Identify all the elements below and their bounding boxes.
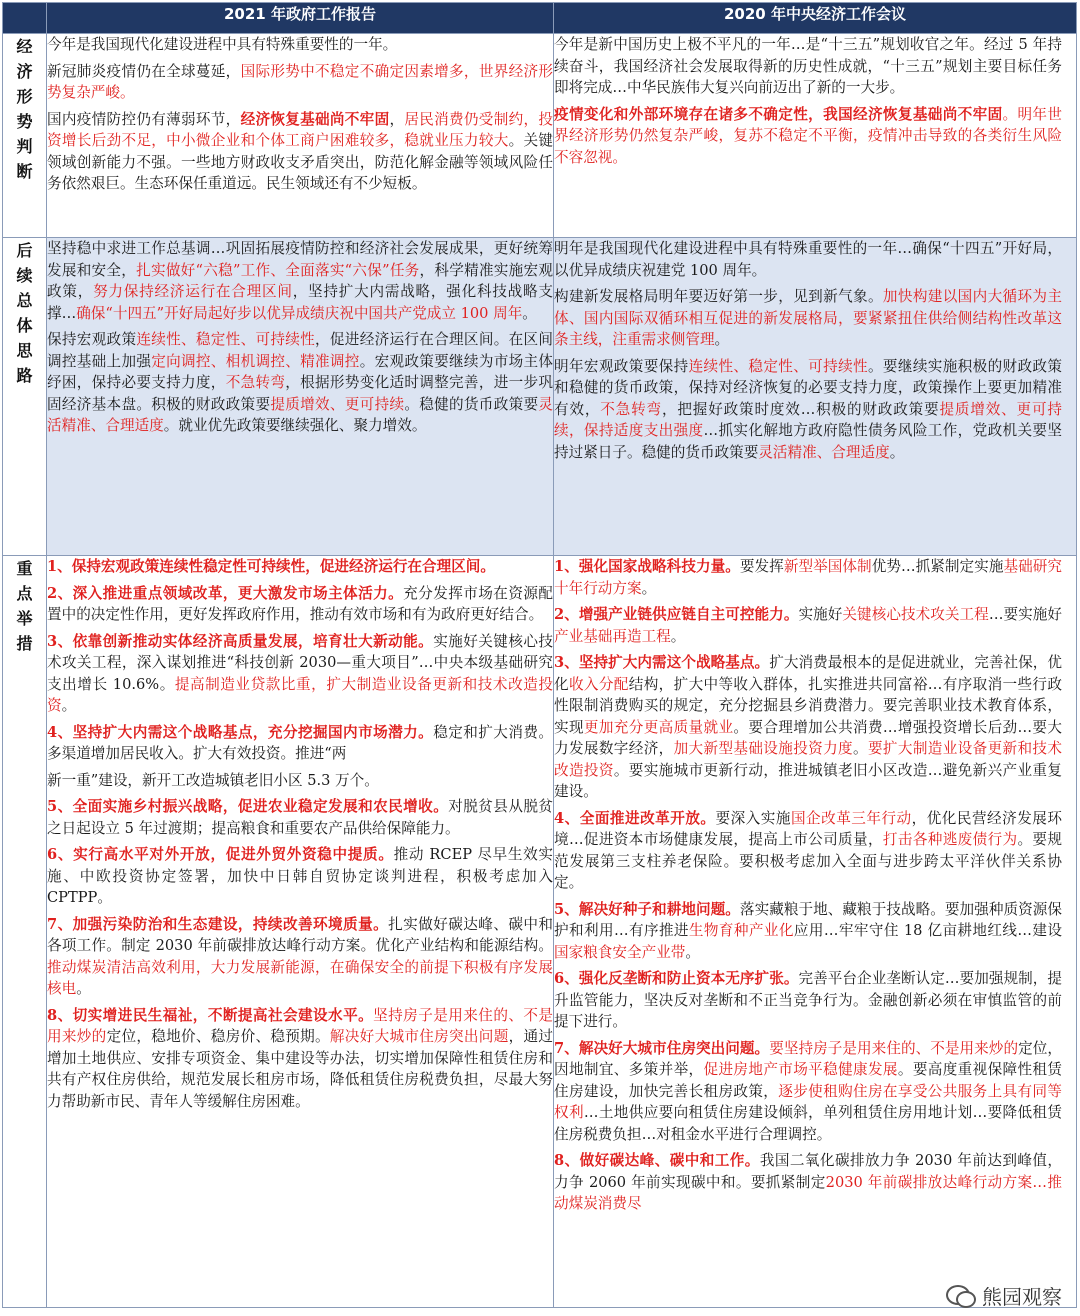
paragraph — [47, 914, 553, 1000]
text-run: 。要规范发展第三支柱养老保险。要积极考虑加入全面与进步跨太平洋伙伴关系协定。 — [554, 831, 1062, 891]
watermark — [946, 1281, 1062, 1310]
paragraph — [47, 109, 553, 195]
paragraph — [47, 770, 553, 792]
row-label-text: 重点举措 — [16, 559, 33, 653]
text-run: 构建新发展格局明年要迈好第一步，见到新气象。 — [554, 288, 883, 305]
highlight-run: 解决好大城市住房突出问题 — [329, 1028, 509, 1045]
text-run: …抓实化解地方政府隐性债务风险工作，党政机关要坚持过紧日子。稳健的货币政策要 — [554, 422, 1062, 461]
highlight-run: 1、保持宏观政策连续性稳定性可持续性，促进经济运行在合理区间。 — [47, 558, 495, 575]
highlight-run: 2、增强产业链供应链自主可控能力。 — [554, 606, 799, 623]
text-run: 推动 RCEP 尽早生效实施、中欧投资协定签署，加快中日韩自贸协定谈判进程，积极考虑加入 CPTPP。 — [47, 846, 553, 906]
text-run: 新一重”建设，新开工改造城镇老旧小区 5.3 万个。 — [47, 771, 379, 789]
highlight-run: 更加充分更高质量就业 — [583, 718, 734, 736]
text-run: ，促进经济运行在合理区间。在区间调控基础上加强 — [47, 331, 553, 370]
text-run: 落实藏粮于地、藏粮于技战略。要加强种质资源保护和利用…有序推进 — [554, 900, 1062, 939]
paragraph — [47, 556, 553, 578]
paragraph — [554, 652, 1062, 803]
header-left: 2021 年政府工作报告 — [47, 3, 554, 34]
paragraph — [554, 1038, 1062, 1146]
highlight-run: 国家粮食安全产业带 — [554, 943, 686, 961]
highlight-run: 提高制造业贷款比重，扩大制造业设备更新和技术改造投资 — [47, 675, 553, 714]
row-label — [3, 238, 47, 556]
text-run: 。要合理增加公共消费…增强投资增长后劲…要大力发展数字经济， — [554, 718, 1062, 757]
highlight-run: 居民消费仍受制约，投资增长后劲不足，中小微企业和个体工商户困难较多，稳就业压力较大 — [47, 110, 553, 149]
row-key-measures — [3, 556, 1077, 1308]
paragraph — [554, 356, 1062, 464]
highlight-run: 。明年世界经济形势仍然复杂严峻，复苏不稳定不平衡，疫情冲击导致的各类衍生风险不容忽视。 — [554, 105, 1062, 166]
row-overall-approach — [3, 238, 1077, 556]
highlight-run: 加大新型基础设施投资力度 — [673, 740, 854, 757]
paragraph — [554, 968, 1062, 1033]
highlight-run: 3、坚持扩大内需这个战略基点。 — [554, 654, 770, 671]
text-run: 。 — [853, 740, 868, 757]
text-run: 保持宏观政策 — [47, 331, 137, 348]
highlight-run: 灵活精准、合理适度 — [758, 443, 890, 461]
paragraph — [554, 104, 1062, 169]
text-run: 。要继续实施积极的财政政策和稳健的货币政策，保持对经济恢复的必要支持力度，政策操作上要更加精准有效， — [554, 357, 1062, 418]
highlight-run: 要坚持房子是用来住的、不是用来炒的 — [769, 1039, 1019, 1057]
text-run: 扎实做好碳达峰、碳中和各项工作。制定 2030 年前碳排放达峰行动方案。优化产业结构和能源结构。 — [47, 915, 553, 954]
text-run: 。 — [889, 443, 905, 461]
text-run: 今年是新中国历史上极不平凡的一年…是“十三五”规划收官之年。经过 5 年持续奋斗，我国经济社会发展取得新的历史性成就，“十三五”规划主要目标任务即将完成…中华民族伟大复兴向前迈出了新的一大步。 — [554, 36, 1062, 96]
text-run: 。稳健的货币政策要 — [404, 395, 539, 413]
paragraph — [47, 844, 553, 909]
comparison-table — [2, 2, 1077, 1308]
header-corner — [3, 3, 47, 34]
paragraph — [47, 631, 553, 717]
text-run: 新冠肺炎疫情仍在全球蔓延， — [47, 62, 241, 80]
highlight-run: 促进房地产市场平稳健康发展 — [703, 1061, 898, 1078]
row-label — [3, 556, 47, 1308]
text-run: 。宏观政策要继续为市场主体纾困，保持必要支持力度， — [47, 352, 553, 391]
cell-left — [47, 556, 554, 1308]
text-run: 充分发挥市场在资源配置中的决定性作用，更好发挥政府作用，推动有效市场和有为政府更好结合。 — [47, 584, 553, 623]
text-run: 要发挥 — [739, 558, 784, 575]
highlight-run: 确保“十四五”开好局起好步以优异成绩庆祝中国共产党成立 100 周年 — [76, 304, 523, 322]
paragraph — [47, 61, 553, 104]
paragraph — [554, 34, 1062, 99]
highlight-run: 定向调控、相机调控、精准调控 — [151, 352, 360, 370]
text-run: 对脱贫县从脱贫之日起设立 5 年过渡期；提高粮食和重要农产品供给保障能力。 — [47, 798, 553, 837]
header-row — [3, 3, 1077, 34]
text-run: …土地供应要向租赁住房建设倾斜，单列租赁住房用地计划…要降低租赁住房税费负担…对租金水平进行合理调控。 — [554, 1104, 1062, 1143]
paragraph — [554, 604, 1062, 647]
text-run: 。 — [670, 627, 686, 645]
text-run: 。 — [641, 579, 657, 597]
highlight-run: 坚持房子是用来住的、不是用来炒的 — [47, 1006, 553, 1045]
text-run: 今年是我国现代化建设进程中具有特殊重要性的一年。 — [47, 36, 398, 53]
text-run: 。就业优先政策要继续强化、聚力增效。 — [163, 417, 427, 434]
highlight-run: 逐步使租购住房在享受公共服务上具有同等权利 — [554, 1082, 1062, 1121]
paragraph — [554, 286, 1062, 351]
text-run: 坚持稳中求进工作总基调…巩固拓展疫情防控和经济社会发展成果，更好统筹发展和安全， — [47, 240, 553, 279]
text-run: 结构，扩大中等收入群体，扎实推进共同富裕…有序取消一些行政性限制消费购买的规定，充分挖掘县乡消费潜力。要完善职业技术教育体系，实现 — [554, 675, 1062, 736]
text-run: 稳定和扩大消费。多渠道增加居民收入。扩大有效投资。推进“两 — [47, 723, 553, 762]
cell-left — [47, 34, 554, 238]
text-run: …要实施好 — [988, 606, 1062, 623]
text-run: 完善平台企业垄断认定…要加强规制，提升监管能力，坚决反对垄断和不正当竞争行为。金融创新必须在审慎监管的前提下进行。 — [554, 970, 1062, 1030]
paragraph — [47, 1005, 553, 1113]
text-run: 。 — [714, 331, 730, 348]
paragraph — [47, 329, 553, 437]
highlight-run: 要扩大制造业设备更新和技术改造投资 — [554, 740, 1062, 779]
highlight-run: 8、做好碳达峰、碳中和工作。 — [554, 1152, 760, 1169]
row-label-text: 后续总体思路 — [16, 241, 33, 385]
text-run: 定位，因地制宜、多策并举， — [554, 1039, 1062, 1078]
cell-right — [554, 556, 1077, 1308]
text-run: 明年是我国现代化建设进程中具有特殊重要性的一年…确保“十四五”开好局，以优异成绩庆祝建党 100 周年。 — [554, 240, 1062, 279]
watermark-text: 熊园观察 — [982, 1285, 1062, 1309]
paragraph — [554, 556, 1062, 599]
text-run: ， — [389, 110, 405, 128]
row-label-text: 经济形势判断 — [16, 37, 33, 181]
highlight-run: 基础研究十年行动方案 — [554, 558, 1062, 597]
paragraph — [47, 583, 553, 626]
highlight-run: 关键核心技术攻关工程 — [842, 606, 989, 623]
highlight-run: 新型举国体制 — [783, 558, 872, 575]
text-run: 。要实施城市更新行动，推进城镇老旧小区改造…避免新兴产业重复建设。 — [554, 761, 1062, 800]
text-run: 。 — [685, 943, 700, 961]
highlight-run: 8、切实增进民生福祉，不断提高社会建设水平。 — [47, 1006, 374, 1024]
highlight-run: 提质增效、更可持续，保持适度支出强度 — [554, 400, 1062, 439]
highlight-run: 连续性、稳定性、可持续性 — [136, 331, 316, 348]
cell-left — [47, 238, 554, 556]
wechat-icon — [946, 1283, 976, 1309]
paragraph — [554, 899, 1062, 964]
highlight-run: 疫情变化和外部环境存在诸多不确定性，我国经济恢复基础尚不牢固 — [554, 105, 1003, 123]
highlight-run: 3、依靠创新推动实体经济高质量发展，培育壮大新动能。 — [47, 632, 434, 650]
highlight-run: 不急转弯 — [600, 400, 662, 418]
highlight-run: 6、强化反垄断和防止资本无序扩张。 — [554, 970, 799, 987]
text-run: 实施好关键核心技术攻关工程，深入谋划推进“科技创新 2030—重大项目”…中央本级基础研究支出增长 10.6%。 — [47, 632, 553, 693]
highlight-run: 6、实行高水平对外开放，促进外贸外资稳中提质。 — [47, 846, 394, 863]
text-run: 国内疫情防控仍有薄弱环节， — [47, 110, 241, 128]
text-run: 。 — [522, 304, 537, 322]
paragraph — [554, 238, 1062, 281]
row-label — [3, 34, 47, 238]
highlight-run: 7、加强污染防治和生态建设，持续改善环境质量。 — [47, 915, 389, 933]
highlight-run: 经济恢复基础尚不牢固 — [240, 110, 390, 128]
highlight-run: 2030 年前碳排放达峰行动方案…推动煤炭消费尽 — [554, 1173, 1062, 1212]
text-run: ，把握好政策时度效…积极的财政政策要 — [661, 400, 940, 418]
text-run: ，科学精准实施宏观政策， — [47, 261, 553, 300]
row-economic-outlook — [3, 34, 1077, 238]
text-run: 。 — [76, 980, 91, 997]
highlight-run: 提质增效、更可持续 — [270, 395, 405, 413]
highlight-run: 灵活精准、合理适度 — [47, 395, 553, 434]
text-run: 实施好 — [798, 606, 843, 623]
text-run: ，根据形势变化适时调整完善，进一步巩固经济基本盘。积极的财政政策要 — [47, 374, 553, 413]
cell-right — [554, 34, 1077, 238]
highlight-run: 努力保持经济运行在合理区间 — [93, 283, 293, 300]
highlight-run: 连续性、稳定性、可持续性 — [688, 357, 868, 375]
text-run: 。 — [61, 697, 77, 714]
cell-right — [554, 238, 1077, 556]
paragraph — [47, 722, 553, 765]
text-run: 我国二氧化碳排放力争 2030 年前达到峰值，力争 2060 年前实现碳中和。要抓紧制定 — [554, 1152, 1063, 1191]
text-run: 明年宏观政策要保持 — [554, 357, 689, 375]
highlight-run: 5、解决好种子和耕地问题。 — [554, 900, 740, 918]
highlight-run: 不急转弯 — [225, 374, 286, 391]
text-run: 。关键领域创新能力不强。一些地方财政收支矛盾突出，防范化解金融等领域风险任务依然艰巨。生态环保任重道远。民生领域还有不少短板。 — [47, 132, 553, 192]
paragraph — [554, 1150, 1062, 1215]
text-run: ，坚持扩大内需战略，强化科技战略支撑… — [47, 283, 553, 322]
highlight-run: 产业基础再造工程 — [554, 627, 671, 645]
text-run: 应用…牢牢守住 18 亿亩耕地红线…建设 — [793, 922, 1062, 939]
text-run: 要深入实施 — [715, 809, 791, 827]
text-run: 优势…抓紧制定实施 — [871, 558, 1004, 575]
text-run: ，通过增加土地供应、安排专项资金、集中建设等办法，切实增加保障性租赁住房和共有产权住房供给，规范发展长租房市场，降低租赁住房税费负担，尽最大努力帮助新市民、青年人等缓解住房困难。 — [47, 1028, 553, 1110]
text-run: ，优化民营经济发展环境…促进资本市场健康发展，提高上市公司质量， — [554, 809, 1062, 848]
highlight-run: 加快构建以国内大循环为主体、国内国际双循环相互促进的新发展格局，要紧紧扭住供给侧结构性改革这条主线，注重需求侧管理 — [554, 288, 1062, 348]
highlight-run: 生物育种产业化 — [688, 922, 794, 939]
highlight-run: 1、强化国家战略科技力量。 — [554, 558, 740, 575]
text-run: 。要高度重视保障性租赁住房建设，加快完善长租房政策， — [554, 1061, 1062, 1100]
header-right: 2020 年中央经济工作会议 — [554, 3, 1077, 34]
highlight-run: 扎实做好“六稳”工作、全面落实“六保”任务 — [136, 261, 420, 279]
highlight-run: 5、全面实施乡村振兴战略，促进农业稳定发展和农民增收。 — [47, 798, 449, 815]
highlight-run: 国企改革三年行动 — [790, 809, 912, 827]
highlight-run: 7、解决好大城市住房突出问题。 — [554, 1039, 770, 1057]
text-run: 扩大消费最根本的是促进就业，完善社保，优化 — [554, 654, 1062, 693]
highlight-run: 收入分配 — [568, 675, 629, 693]
highlight-run: 推动煤炭清洁高效利用，大力发展新能源，在确保安全的前提下积极有序发展核电 — [47, 958, 553, 997]
text-run: 定位，稳地价、稳房价、稳预期。 — [106, 1028, 330, 1045]
highlight-run: 4、坚持扩大内需这个战略基点，充分挖掘国内市场潜力。 — [47, 723, 434, 741]
highlight-run: 打击各种逃废债行为 — [882, 831, 1018, 848]
highlight-run: 国际形势中不稳定不确定因素增多，世界经济形势复杂严峻。 — [47, 62, 553, 101]
paragraph — [47, 238, 553, 324]
paragraph — [47, 34, 553, 56]
paragraph — [47, 796, 553, 839]
highlight-run: 4、全面推进改革开放。 — [554, 809, 716, 827]
paragraph — [554, 808, 1062, 894]
highlight-run: 2、深入推进重点领域改革，更大激发市场主体活力。 — [47, 584, 404, 602]
